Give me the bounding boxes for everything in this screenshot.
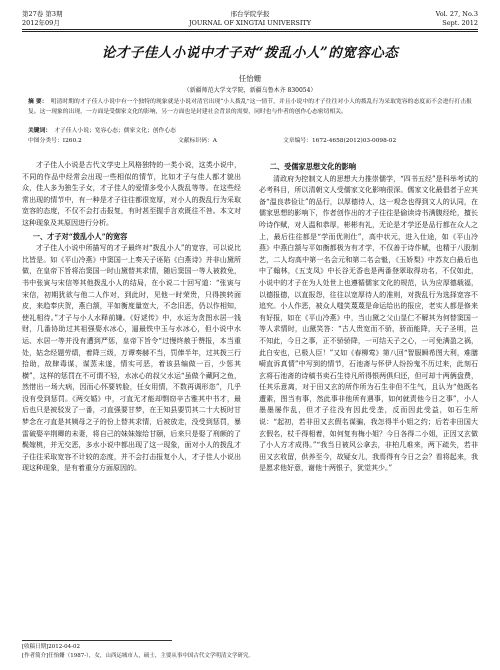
journal-name-cn: 邢台学院学报 — [230, 10, 270, 18]
clc-number: 中图分类号：I260.2 — [28, 138, 82, 144]
article-title: 论才子佳人小说中才子对“拨乱小人”的宽容心态 — [101, 45, 399, 61]
section2-paragraph: 清政府为控制文人的思想大力推崇儒学，“四书五经”是科举考试的必考科目，所以清朝文人受儒家文化影响很深。儒家文化最倡者于应其备“温良恭俭让”的品行，以厚德待人，这一观念也得到文人的认同，在儒家思想的影响下，作者创作出的才子往往是偷读诗书满腹经纶，擅长吟诗作赋，对人温和恭厚，彬彬有礼，无论是才学还是品行都在众人之上，最后往往都是“学而优则仕”，高中状元，进入仕途，如《平山冷燕》中燕白颔与平如衡都极为有才学，不仅善于诗作赋，也精于八股制艺，二人均高中第一名会元和第二名会魁，《玉娇梨》中苏友白最后也中了翰林，《五支凤》中长谷无香也是两番登翠取得功名，不仅如此，小说中的才子在为人处世上也遵循儒家文化的规范，认为应厚德载福，以德报德，以直报怨，往往以宽厚待人的准则，对拨乱行为选择宽容不追究。小人作恶，被众人嗤笑蔑蔑是命运给出的报应，老实人都是修来有好报，如在《平山冷燕》中，当山黛之父山显仁不解其为何替窦国一等人求情时，山黛笑答：“古人贵宽而不骄，骄而能降，天子圣明，岂不知此，今日之事，正不骄骄降，一可结天子之心，一可免满盈之祸，此白安也，已极人臣！”又如《春柳莺》第八回“智服瞬希图大利，难膳嗬直诉真情”中写到的情节，石池斋与怀伊人纷扮鬼不历过来，此刻石玄将石池斋的诗稿书卖石生待凡所得银两俱归还，但可却十两俩盘费，任其乐意离，对于田又玄的所作所为石生非但不生气，且认为“他既名遭素，图当有事，然此事非他所有遇事，如何就责他今日之事”，小人墨墨屡作乱，但才子往没有因此受垄，反而因此受益，如石生所说：“起初，若非田又玄假名谋骗，我怎得半小姐之约；后若非田国大玄假名，杖千得相着，如何复有梅小姐？今日各得二小姐，正因又玄做了小人方才成得。”“我当日被风公拿去，非柏几难来，两下疏失，若非田又玄收留，供养至今，故疑女儿，我焉得有今日之会？看将起来，我是愿求他好意，谢他十两银子，犹觉其少。” — [259, 174, 478, 473]
keywords-label: 关键词： — [28, 128, 52, 134]
abstract — [28, 98, 472, 117]
document-code: 文献标识码：A — [178, 138, 217, 144]
footnote-rule — [22, 640, 172, 641]
header-rule-bottom — [22, 31, 478, 32]
article-number: 文章编号：1672-4658(2012)03-0098-02 — [283, 138, 397, 144]
section1-paragraph: 才子佳人小说中所描写的才子最终对“拨乱小人”的宽容，可以说比比皆是。如《平山冷燕》中窦国一上奏天子诬陷《白燕诗》并非山黛所做，在皇帝下旨将治窦国一时山黛替其求情，随后窦国一等人被救免，书中张寅与宋信等其他拨乱小人的结局，在小说二十回写道：“张寅与宋信，初期犹欲与他二人作对，到此时，见他一时荣贵，只得挨转面皮，来趋奉庆贺，燕白颔，平如衡度量宽大，不念旧恶，仍以作相知，使礼相待。”才子与小人水释前嫌。《好逑传》中，水运为贪图水居一钱财，几番协助过其祖强娶水冰心，逼最铁中玉与水冰心，但小说中水运、水居一等并没有遭到严惩，皇帝下旨令“过慢终赦于赞报，本当重处，姑念经题劳绩，着降三级，万谭奏赫不当，罚俸半年，过其拨三行拾助，故肆毒谋，谋蒸未遂，情实可恶，着该县编做一百，少惩其横”，这样的惩罚在不可谓不轻，水冰心的叔父水运“虽做个藏阿之鱼，然惜出一场大病，因而心怀要转脸，任女用情，不数再调形恣”，几乎没有受到惩罚。《两交婚》中，刁直无才能却剽窃辛古雅其中书才，最后也只是被驳发了一番，刁直强要甘梦，在王知县要罚其二十大板时甘梦念在刁直是其姨母之子的份上替其求情，后被放走，没受到惩罚，暴雷破娶辛荆卿的未妻，将自己的妹妹嫁给甘颐，后来只是娶了刑颇的了鬓嫁桃，并无交恶，多水小说中都出现了这一现象，面对小人的拨乱才子往往采取宽容不计较的态度，并不会打击报复小人，才子佳人小说出现这种现象，是有着重分方面原因的。 — [22, 244, 241, 473]
received-date: [收稿日期]2012-04-02 — [22, 644, 81, 650]
date-label-cn: 2012年09月 — [22, 19, 60, 27]
abstract-label: 摘 要： — [28, 99, 48, 105]
date-label-en: Sept. 2012 — [442, 19, 478, 27]
keywords — [28, 127, 472, 137]
body-column-right — [259, 160, 478, 622]
issue-label: 第27卷 第3期 — [22, 10, 63, 18]
header-rule-top — [22, 29, 478, 30]
author-bio: [作者简介]任怡姗（1987-），女，山西运城市人，硕士，主要从事中国古代文学明清文学研究。 — [22, 653, 254, 659]
body-column-left — [22, 160, 241, 622]
abstract-text: 明清时期的才子佳人小说中有一个独特的现象就是小说对清官出现“小人拨乱”这一情节，并且小说中的才子往往对小人的拨乱行为采取宽容的态度而不会进行打击报复。这一现象的出现，一方面是受儒家文化的影响，另一方面也是封建社会背景的需要，同时也与作者的创作心态密切相关。 — [28, 99, 472, 115]
keywords-text: 才子佳人小说；宽容心态；儒家文化；创作心态 — [54, 128, 176, 134]
section-heading-2: 二、受儒家思想文化的影响 — [269, 162, 357, 171]
journal-name-en: JOURNAL OF XINGTAI UNIVERSITY — [188, 19, 312, 27]
section-heading-1: 一、才子对“拨乱小人”的宽容 — [32, 231, 128, 241]
volume-label: Vol. 27, No.3 — [435, 10, 478, 18]
intro-paragraph: 才子佳人小说是古代文学史上风格独特的一类小说，这类小说中，不同的作品中经常会出现一些相似的情节，比如才子与佳人都才貌出众，佳人多为独生子女，才子佳人的爱情多受小人拨乱等等。在这些经常出现的情节中，有一种是才子往往都很宽厚，对小人的拨乱行为采取宽容的态度，不仅不会打击报复，有时甚至握手言欢既往不咎。本文对这种现象及其原因进行分析。 — [22, 161, 241, 227]
author-name: 任怡姗 — [238, 74, 262, 83]
author-affiliation: （新疆师范大学文学院，新疆乌鲁木齐 830054） — [183, 87, 317, 94]
